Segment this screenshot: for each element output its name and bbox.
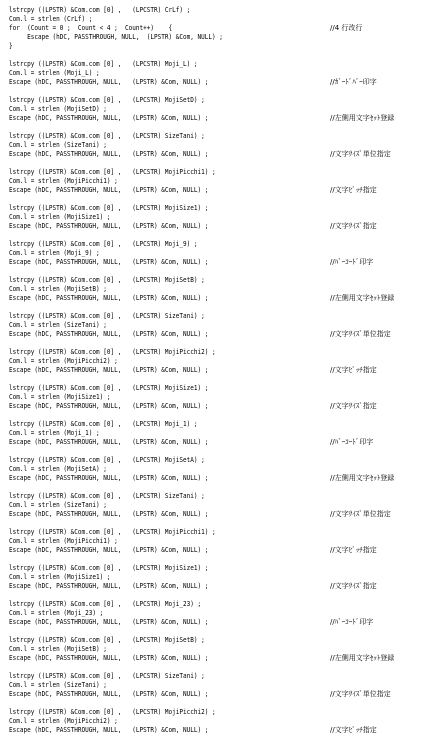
- code-line: Com.l = strlen (SizeTani) ;: [9, 141, 107, 149]
- code-line: lstrcpy ((LPSTR) &Com.com [0] , (LPCSTR) CrLf) ;: [9, 6, 191, 14]
- code-line: for (Count = 0 ; Count < 4 ; Count++) {: [9, 24, 173, 32]
- code-line: Com.l = strlen (MojiSetB) ;: [9, 285, 107, 293]
- code-line: Com.l = strlen (Moji_L) ;: [9, 69, 100, 77]
- code-line: Escape (hDC, PASSTHROUGH, NULL, (LPSTR) &Com, NULL) ;: [9, 258, 209, 266]
- code-comment: //文字ｻｲｽﾞ単位指定: [330, 150, 391, 158]
- code-line: lstrcpy ((LPSTR) &Com.com [0] , (LPCSTR) SizeTani) ;: [9, 672, 205, 680]
- code-comment: //左側用文字ｾｯﾄ登録: [330, 294, 395, 302]
- code-line: Escape (hDC, PASSTHROUGH, NULL, (LPSTR) &Com, NULL) ;: [9, 33, 223, 41]
- code-line: Escape (hDC, PASSTHROUGH, NULL, (LPSTR) &Com, NULL) ;: [9, 330, 209, 338]
- code-line: lstrcpy ((LPSTR) &Com.com [0] , (LPCSTR) MojiSize1) ;: [9, 564, 209, 572]
- code-line: lstrcpy ((LPSTR) &Com.com [0] , (LPCSTR) MojiSetB) ;: [9, 636, 205, 644]
- code-line: lstrcpy ((LPSTR) &Com.com [0] , (LPCSTR) MojiSetA) ;: [9, 456, 205, 464]
- code-comment: //文字ｻｲｽﾞ単位指定: [330, 510, 391, 518]
- code-line: lstrcpy ((LPSTR) &Com.com [0] , (LPCSTR) MojiPicchi1) ;: [9, 528, 216, 536]
- code-line: }: [9, 42, 13, 50]
- code-line: lstrcpy ((LPSTR) &Com.com [0] , (LPCSTR) Moji_23) ;: [9, 600, 202, 608]
- code-comment: //文字ｻｲｽﾞ指定: [330, 402, 377, 410]
- code-line: Com.l = strlen (MojiPicchi2) ;: [9, 717, 118, 725]
- code-line: lstrcpy ((LPSTR) &Com.com [0] , (LPCSTR) MojiPicchi2) ;: [9, 708, 216, 716]
- code-comment: //文字ﾋﾟｯﾁ指定: [330, 186, 377, 194]
- code-comment: //文字ｻｲｽﾞ指定: [330, 582, 377, 590]
- code-line: Escape (hDC, PASSTHROUGH, NULL, (LPSTR) &Com, NULL) ;: [9, 546, 209, 554]
- code-line: Com.l = strlen (Moji_1) ;: [9, 429, 100, 437]
- code-line: Com.l = strlen (MojiSetA) ;: [9, 465, 107, 473]
- code-line: Com.l = strlen (Moji_9) ;: [9, 249, 100, 257]
- code-line: Com.l = strlen (SizeTani) ;: [9, 501, 107, 509]
- code-line: Escape (hDC, PASSTHROUGH, NULL, (LPSTR) &Com, NULL) ;: [9, 726, 209, 734]
- code-comment: //ｶﾞｰﾄﾞﾊﾞｰ印字: [330, 78, 377, 86]
- code-line: Escape (hDC, PASSTHROUGH, NULL, (LPSTR) &Com, NULL) ;: [9, 186, 209, 194]
- code-line: lstrcpy ((LPSTR) &Com.com [0] , (LPCSTR) SizeTani) ;: [9, 312, 205, 320]
- code-line: lstrcpy ((LPSTR) &Com.com [0] , (LPCSTR) MojiPicchi1) ;: [9, 168, 216, 176]
- code-line: Escape (hDC, PASSTHROUGH, NULL, (LPSTR) &Com, NULL) ;: [9, 582, 209, 590]
- code-line: lstrcpy ((LPSTR) &Com.com [0] , (LPCSTR) SizeTani) ;: [9, 492, 205, 500]
- code-line: Com.l = strlen (MojiPicchi1) ;: [9, 537, 118, 545]
- code-line: lstrcpy ((LPSTR) &Com.com [0] , (LPCSTR) Moji_1) ;: [9, 420, 198, 428]
- code-line: lstrcpy ((LPSTR) &Com.com [0] , (LPCSTR) MojiSize1) ;: [9, 204, 209, 212]
- code-comment: //左側用文字ｾｯﾄ登録: [330, 654, 395, 662]
- code-line: Com.l = strlen (MojiSetD) ;: [9, 105, 107, 113]
- code-line: Escape (hDC, PASSTHROUGH, NULL, (LPSTR) &Com, NULL) ;: [9, 78, 209, 86]
- code-comment: //文字ﾋﾟｯﾁ指定: [330, 726, 377, 734]
- code-comment: //文字ｻｲｽﾞ単位指定: [330, 330, 391, 338]
- code-line: Escape (hDC, PASSTHROUGH, NULL, (LPSTR) &Com, NULL) ;: [9, 690, 209, 698]
- code-line: lstrcpy ((LPSTR) &Com.com [0] , (LPCSTR) Moji_9) ;: [9, 240, 198, 248]
- code-line: Com.l = strlen (MojiSetB) ;: [9, 645, 107, 653]
- code-line: Escape (hDC, PASSTHROUGH, NULL, (LPSTR) &Com, NULL) ;: [9, 366, 209, 374]
- code-comment: //文字ｻｲｽﾞ指定: [330, 222, 377, 230]
- code-line: lstrcpy ((LPSTR) &Com.com [0] , (LPCSTR) SizeTani) ;: [9, 132, 205, 140]
- code-line: Com.l = strlen (MojiPicchi1) ;: [9, 177, 118, 185]
- code-line: Com.l = strlen (MojiSize1) ;: [9, 573, 111, 581]
- code-line: Com.l = strlen (MojiSize1) ;: [9, 393, 111, 401]
- code-line: Com.l = strlen (MojiPicchi2) ;: [9, 357, 118, 365]
- code-line: Escape (hDC, PASSTHROUGH, NULL, (LPSTR) &Com, NULL) ;: [9, 150, 209, 158]
- code-line: lstrcpy ((LPSTR) &Com.com [0] , (LPCSTR) MojiPicchi2) ;: [9, 348, 216, 356]
- code-line: Com.l = strlen (MojiSize1) ;: [9, 213, 111, 221]
- code-line: lstrcpy ((LPSTR) &Com.com [0] , (LPCSTR) Moji_L) ;: [9, 60, 198, 68]
- code-line: lstrcpy ((LPSTR) &Com.com [0] , (LPCSTR) MojiSize1) ;: [9, 384, 209, 392]
- code-line: Escape (hDC, PASSTHROUGH, NULL, (LPSTR) &Com, NULL) ;: [9, 438, 209, 446]
- code-line: Escape (hDC, PASSTHROUGH, NULL, (LPSTR) &Com, NULL) ;: [9, 402, 209, 410]
- code-line: lstrcpy ((LPSTR) &Com.com [0] , (LPCSTR) MojiSetB) ;: [9, 276, 205, 284]
- code-line: Escape (hDC, PASSTHROUGH, NULL, (LPSTR) &Com, NULL) ;: [9, 294, 209, 302]
- code-comment: //文字ｻｲｽﾞ単位指定: [330, 690, 391, 698]
- code-comment: //左側用文字ｾｯﾄ登録: [330, 474, 395, 482]
- code-line: Escape (hDC, PASSTHROUGH, NULL, (LPSTR) &Com, NULL) ;: [9, 474, 209, 482]
- code-comment: //ﾊﾞｰｺｰﾄﾞ印字: [330, 438, 374, 446]
- code-comment: //文字ﾋﾟｯﾁ指定: [330, 546, 377, 554]
- code-line: Com.l = strlen (SizeTani) ;: [9, 681, 107, 689]
- code-line: lstrcpy ((LPSTR) &Com.com [0] , (LPCSTR) MojiSetD) ;: [9, 96, 205, 104]
- code-line: Escape (hDC, PASSTHROUGH, NULL, (LPSTR) &Com, NULL) ;: [9, 222, 209, 230]
- code-line: Com.l = strlen (Moji_23) ;: [9, 609, 104, 617]
- code-line: Com.l = strlen (SizeTani) ;: [9, 321, 107, 329]
- code-comment: //左側用文字ｾｯﾄ登録: [330, 114, 395, 122]
- code-line: Escape (hDC, PASSTHROUGH, NULL, (LPSTR) &Com, NULL) ;: [9, 654, 209, 662]
- code-comment: //文字ﾋﾟｯﾁ指定: [330, 366, 377, 374]
- code-comment: //ﾊﾞｰｺｰﾄﾞ印字: [330, 618, 374, 626]
- code-line: Com.l = strlen (CrLf) ;: [9, 15, 93, 23]
- code-line: Escape (hDC, PASSTHROUGH, NULL, (LPSTR) &Com, NULL) ;: [9, 618, 209, 626]
- code-line: Escape (hDC, PASSTHROUGH, NULL, (LPSTR) &Com, NULL) ;: [9, 510, 209, 518]
- code-comment: //ﾊﾞｰｺｰﾄﾞ印字: [330, 258, 374, 266]
- code-line: Escape (hDC, PASSTHROUGH, NULL, (LPSTR) &Com, NULL) ;: [9, 114, 209, 122]
- code-comment: //4 行改行: [330, 24, 363, 32]
